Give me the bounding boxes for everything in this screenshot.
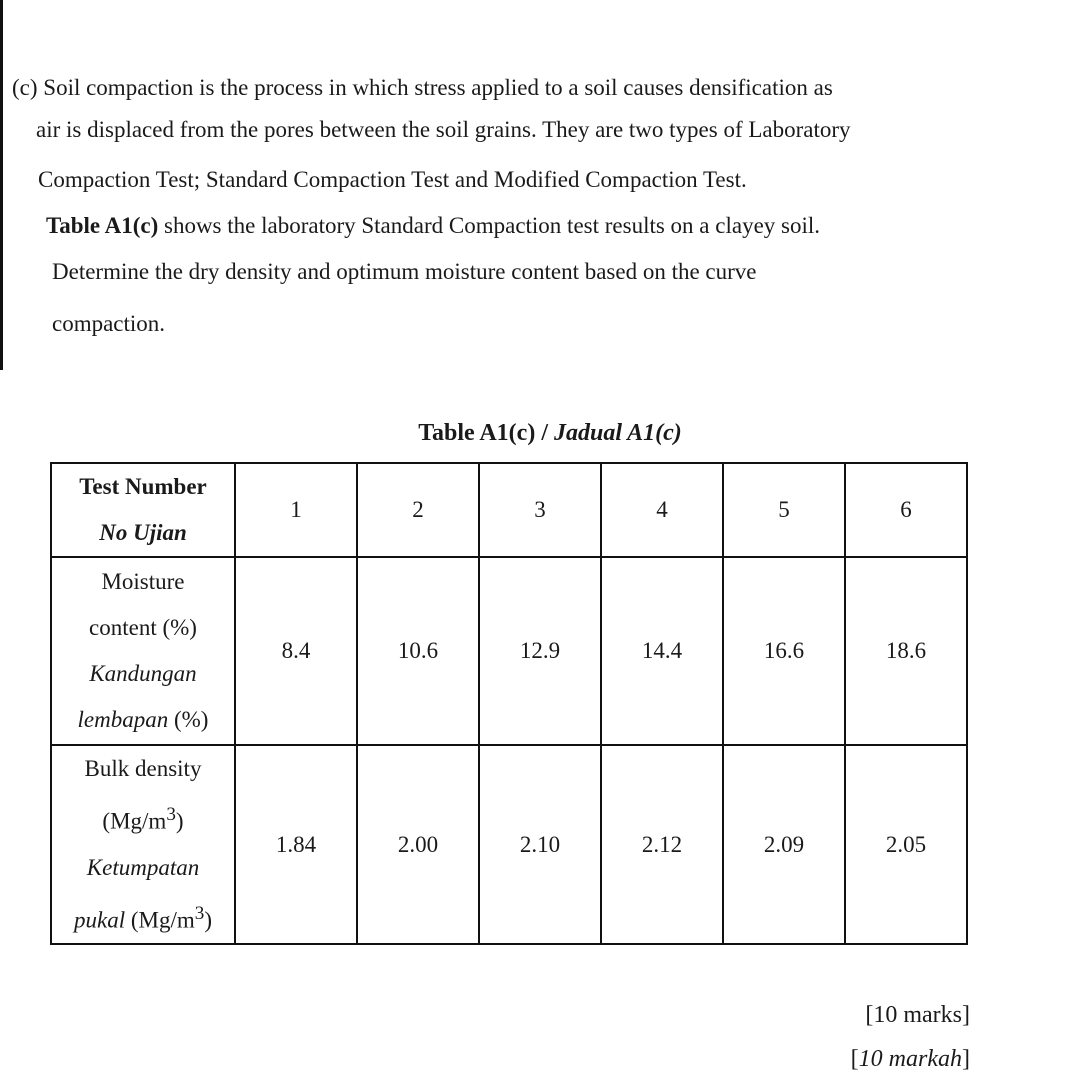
table-cell: 2.10 [479,745,601,944]
label-content-percent: content (%) [89,615,197,640]
table-cell: 1.84 [235,745,357,944]
label-lembapan-unit: (%) [168,707,209,732]
question-line-1: (c) Soil compaction is the process in which stress applied to a soil causes densification as [12,75,833,100]
row-header-moisture-content [51,557,235,745]
question-line-3: Compaction Test; Standard Compaction Test and Modified Compaction Test. [38,167,747,192]
label-lembapan-line [52,697,234,743]
unit-base: (Mg/m [102,808,167,834]
table-cell: 10.6 [357,557,479,745]
table-cell: 2.12 [601,745,723,944]
table-reference: Table A1(c) [46,213,159,238]
question-line-4-text: shows the laboratory Standard Compaction test results on a clayey soil. [158,213,821,238]
table-cell: 16.6 [723,557,845,745]
label-kandungan: Kandungan [89,661,197,686]
unit-superscript: 3 [166,804,176,825]
label-pukal-line [52,891,234,944]
table-cell: 6 [845,463,967,557]
label-moisture: Moisture [101,569,185,594]
marks-malay-text: 10 markah [858,1046,962,1072]
table-cell: 14.4 [601,557,723,745]
label-bulk-density-unit [52,792,234,845]
question-line-4 [46,214,820,237]
table-cell: 3 [479,463,601,557]
question-line-2: air is displaced from the pores between the soil grains. They are two types of Laboratory [36,117,851,142]
label-lembapan: lembapan [77,707,169,732]
table-cell: 8.4 [235,557,357,745]
table-cell: 1 [235,463,357,557]
unit-close: ) [175,808,184,834]
table-cell: 5 [723,463,845,557]
label-bulk-density: Bulk density [84,756,202,781]
table-cell: 12.9 [479,557,601,745]
table-caption-ms: Jadual A1(c) [554,420,682,446]
table-cell: 18.6 [845,557,967,745]
table-cell: 2.00 [357,745,479,944]
row-header-test-number [51,463,235,557]
table-cell: 2.09 [723,745,845,944]
marks-malay-open: [ [850,1046,859,1072]
unit-close: ) [204,907,212,933]
label-no-ujian: No Ujian [99,520,187,545]
compaction-results-table [50,462,968,945]
label-ketumpatan: Ketumpatan [86,854,200,880]
marks-malay-close: ] [962,1046,970,1072]
table-cell: 2 [357,463,479,557]
table-cell: 4 [601,463,723,557]
label-test-number: Test Number [79,474,207,499]
table-cell: 2.05 [845,745,967,944]
marks-malay [851,1046,970,1073]
marks-english: [10 marks] [865,1002,970,1028]
question-line-5: Determine the dry density and optimum moisture content based on the curve [52,259,757,284]
table-row-moisture-content [51,557,967,745]
row-header-bulk-density [51,745,235,944]
table-row-test-number [51,463,967,557]
table-caption-en: Table A1(c) / [418,420,554,446]
table-caption [0,420,1080,447]
question-line-6: compaction. [52,311,166,336]
label-pukal: pukal [74,907,126,933]
margin-rule [0,0,3,370]
table-row-bulk-density [51,745,967,944]
unit-base: (Mg/m [125,907,195,933]
unit-superscript: 3 [194,902,205,924]
